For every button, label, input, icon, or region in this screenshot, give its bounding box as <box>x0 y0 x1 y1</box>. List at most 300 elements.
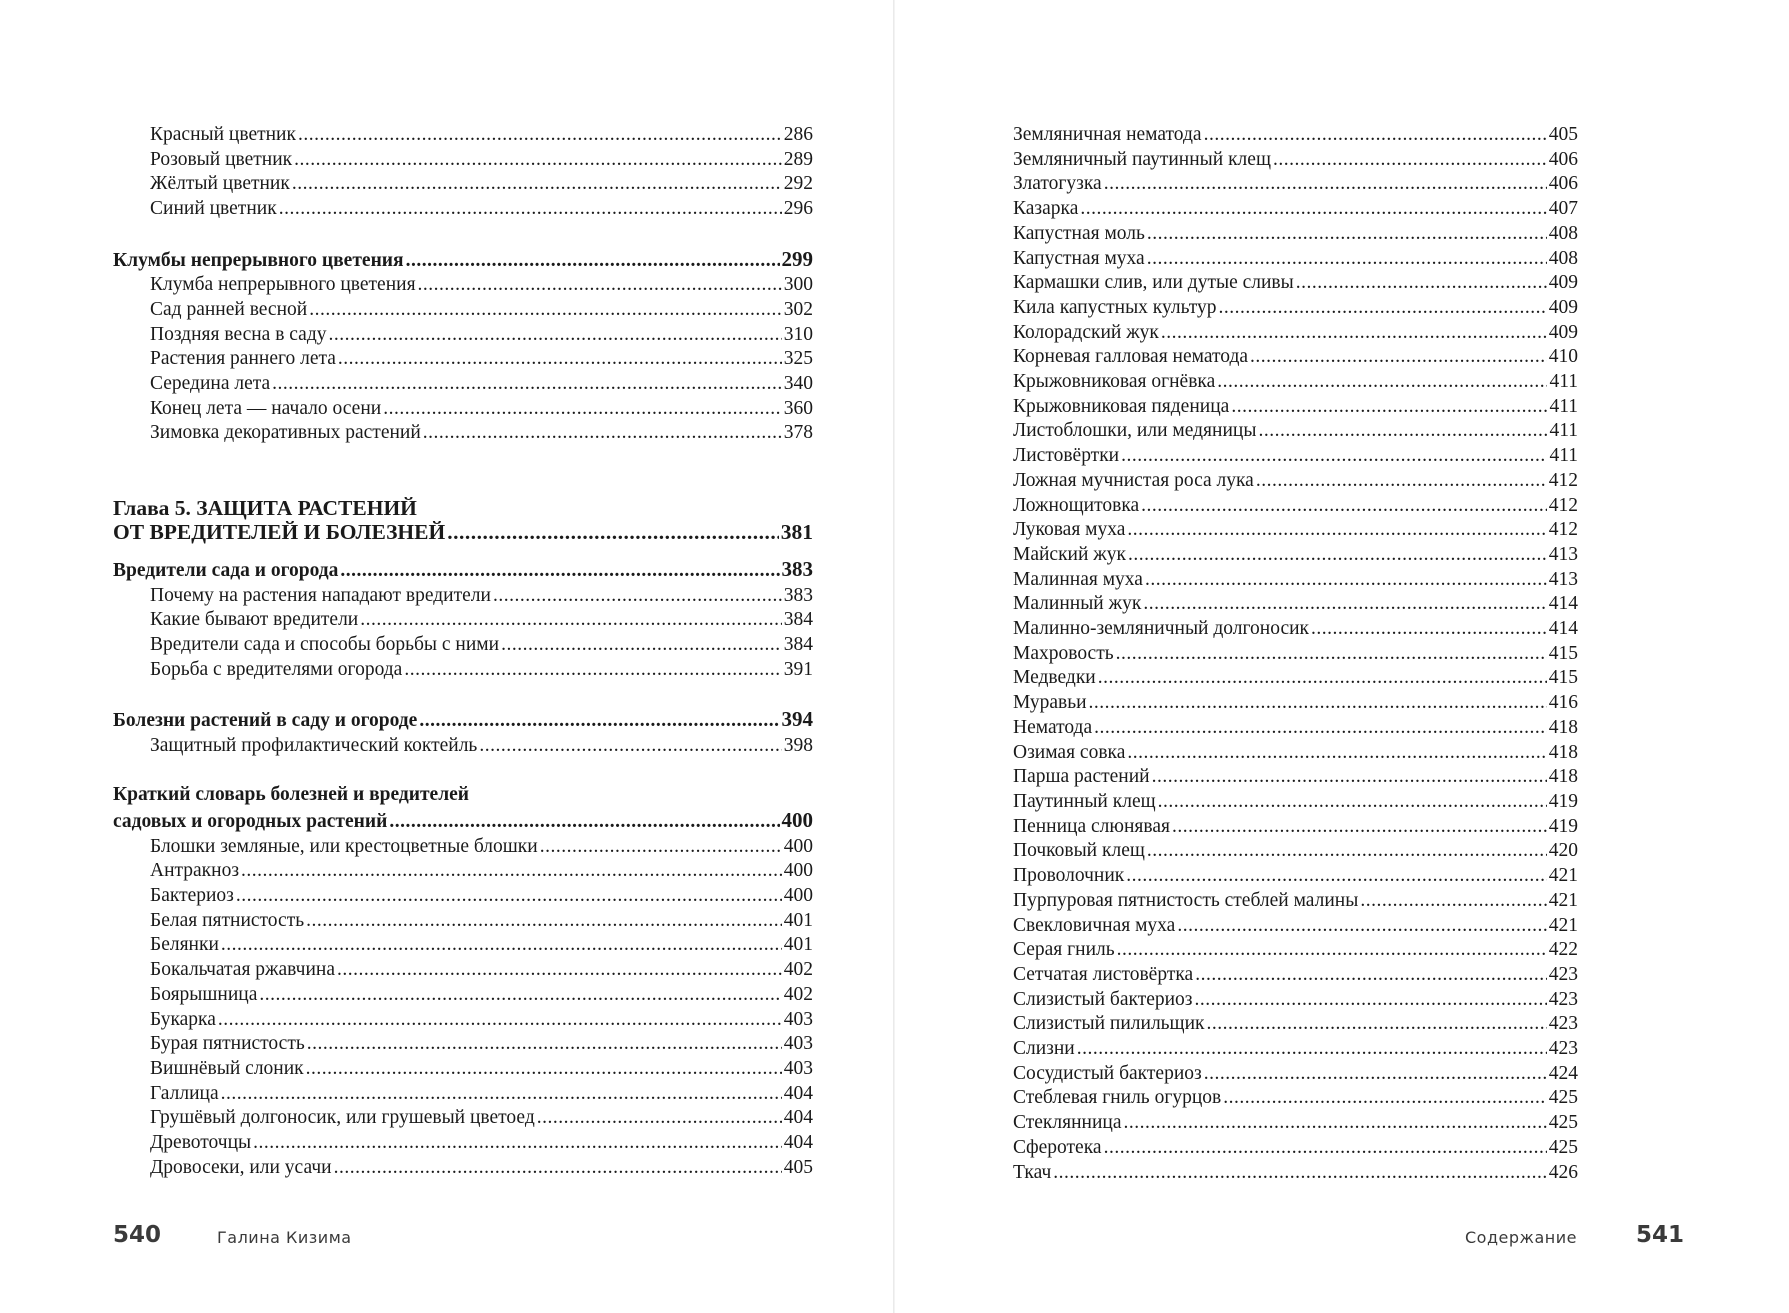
entry-page: 401 <box>783 909 813 931</box>
toc-entry <box>113 298 813 323</box>
toc-entry <box>1013 592 1578 617</box>
entry-title: Бокальчатая ржавчина <box>150 959 335 981</box>
leader-dots <box>307 1032 782 1057</box>
toc-entry <box>113 123 813 148</box>
toc-entry <box>113 1057 813 1082</box>
leader-dots <box>292 172 782 197</box>
entry-title: Малинно-земляничный долгоносик <box>1013 618 1310 640</box>
entry-title: Почему на растения нападают вредители <box>150 584 491 606</box>
entry-title: Ткач <box>1013 1161 1052 1183</box>
leader-dots <box>1204 123 1547 148</box>
entry-page: 360 <box>783 397 813 419</box>
toc-entry <box>1013 914 1578 939</box>
toc-entry <box>1013 1062 1578 1087</box>
toc-entry <box>1013 1136 1578 1161</box>
leader-dots <box>1161 321 1547 346</box>
entry-title: Красный цветник <box>150 124 296 145</box>
leader-dots <box>1104 1136 1547 1161</box>
toc-entry <box>1013 988 1578 1013</box>
entry-title: Паутинный клещ <box>1013 790 1156 812</box>
entry-title: Медведки <box>1013 667 1096 689</box>
entry-page: 398 <box>783 734 813 756</box>
leader-dots <box>1053 1161 1546 1186</box>
entry-page: 415 <box>1548 642 1578 664</box>
toc-entry <box>113 835 813 860</box>
toc-entry <box>1013 345 1578 370</box>
entry-title: Корневая галловая нематода <box>1013 346 1249 368</box>
section-title: Вредители сада и огорода <box>113 559 339 581</box>
toc-entry <box>1013 765 1578 790</box>
page-number-left: 540 <box>113 1222 162 1248</box>
toc-entry <box>1013 938 1578 963</box>
toc-section-pests <box>113 557 813 584</box>
entry-title: Синий цветник <box>150 198 277 220</box>
entry-page: 412 <box>1548 469 1578 491</box>
entry-title: Блошки земляные, или крестоцветные блошки <box>150 835 538 857</box>
entry-page: 419 <box>1548 790 1578 812</box>
entry-page: 410 <box>1548 346 1578 368</box>
leader-dots <box>419 709 779 734</box>
leader-dots <box>1195 963 1547 988</box>
toc-section-beds <box>113 247 813 274</box>
entry-page: 400 <box>783 860 813 882</box>
leader-dots <box>236 884 782 909</box>
group1-list <box>113 123 813 222</box>
entry-page: 289 <box>783 148 813 170</box>
toc-entry <box>113 584 813 609</box>
toc-entry <box>1013 271 1578 296</box>
entry-title: Парша растений <box>1013 766 1150 788</box>
leader-dots <box>1217 370 1547 395</box>
entry-title: Пенница слюнявая <box>1013 815 1170 837</box>
entry-title: Сетчатая листовёртка <box>1013 963 1194 985</box>
group4-list <box>113 734 813 759</box>
leader-dots <box>1128 543 1547 568</box>
leader-dots <box>337 958 782 983</box>
toc-entry <box>1013 469 1578 494</box>
leader-dots <box>479 734 781 759</box>
entry-title: Почковый клещ <box>1013 840 1145 862</box>
leader-dots <box>418 273 782 298</box>
leader-dots <box>1147 247 1547 272</box>
entry-page: 310 <box>783 323 813 345</box>
running-head-contents: Содержание <box>1465 1228 1577 1247</box>
toc-entry <box>1013 716 1578 741</box>
entry-title: Слизистый пилильщик <box>1013 1013 1205 1035</box>
right-page <box>895 0 1789 1313</box>
toc-section-diseases <box>113 707 813 734</box>
toc-entry <box>1013 1086 1578 1111</box>
page-number-right: 541 <box>1636 1222 1685 1248</box>
entry-title: Листоблошки, или медяницы <box>1013 420 1257 442</box>
entry-title: Конец лета — начало осени <box>150 397 382 419</box>
entry-title: Розовый цветник <box>150 148 293 170</box>
entry-title: Белянки <box>150 934 219 956</box>
toc-entry <box>1013 296 1578 321</box>
toc-entry <box>113 1106 813 1131</box>
entry-title: Стеблевая гниль огурцов <box>1013 1087 1222 1109</box>
section-title: Клумбы непрерывного цветения <box>113 249 404 271</box>
entry-page: 384 <box>783 634 813 656</box>
toc-entry <box>113 859 813 884</box>
leader-dots <box>406 249 780 274</box>
entry-page: 420 <box>1548 840 1578 862</box>
entry-title: Какие бывают вредители <box>150 609 359 631</box>
leader-dots <box>309 298 782 323</box>
toc-entry <box>1013 148 1578 173</box>
section-page: 299 <box>781 246 813 271</box>
leader-dots <box>1311 617 1547 642</box>
entry-page: 421 <box>1548 889 1578 911</box>
entry-title: Вишнёвый слоник <box>150 1057 304 1079</box>
leader-dots <box>1204 1062 1547 1087</box>
group5-list <box>113 835 813 1181</box>
entry-page: 411 <box>1549 445 1578 467</box>
leader-dots <box>218 1008 782 1033</box>
chapter-page: 381 <box>780 520 813 545</box>
entry-page: 416 <box>1548 692 1578 714</box>
entry-page: 411 <box>1549 395 1578 417</box>
toc-entry <box>1013 790 1578 815</box>
entry-page: 423 <box>1548 1013 1578 1035</box>
leader-dots <box>306 909 782 934</box>
toc-entry <box>1013 642 1578 667</box>
entry-title: Клумба непрерывного цветения <box>150 274 416 296</box>
entry-page: 404 <box>783 1082 813 1104</box>
leader-dots <box>383 397 782 422</box>
entry-page: 292 <box>783 173 813 195</box>
section-page: 400 <box>781 807 813 832</box>
toc-entry <box>113 608 813 633</box>
entry-title: Колорадский жук <box>1013 321 1159 343</box>
toc-entry <box>113 658 813 683</box>
toc-entry <box>113 273 813 298</box>
left-toc <box>113 123 813 1180</box>
entry-page: 300 <box>783 274 813 296</box>
section-title: Болезни растений в саду и огороде <box>113 710 418 732</box>
leader-dots <box>404 658 781 683</box>
entry-title: Проволочник <box>1013 865 1125 887</box>
entry-title: Листовёртки <box>1013 445 1120 467</box>
toc-entry <box>113 1131 813 1156</box>
toc-entry <box>113 983 813 1008</box>
toc-entry <box>113 933 813 958</box>
right-toc <box>1013 123 1578 1185</box>
section-page: 394 <box>781 707 813 732</box>
entry-title: Сферотека <box>1013 1136 1102 1158</box>
chapter-title-line1: Глава 5. ЗАЩИТА РАСТЕНИЙ <box>113 495 417 520</box>
leader-dots <box>447 520 779 545</box>
leader-dots <box>1127 741 1546 766</box>
leader-dots <box>1080 197 1546 222</box>
toc-entry <box>113 197 813 222</box>
leader-dots <box>334 1156 782 1181</box>
toc-entry <box>113 958 813 983</box>
toc-entry <box>1013 321 1578 346</box>
dictionary-title-line2: садовых и огородных растений <box>113 810 388 832</box>
entry-title: Грушёвый долгоносик, или грушевый цветоед <box>150 1107 535 1129</box>
toc-entry <box>113 323 813 348</box>
leader-dots <box>1250 345 1547 370</box>
entry-page: 412 <box>1548 519 1578 541</box>
entry-page: 423 <box>1548 988 1578 1010</box>
leader-dots <box>423 421 782 446</box>
entry-title: Растения раннего лета <box>150 348 336 370</box>
entry-title: Ложная мучнистая роса лука <box>1013 469 1254 491</box>
entry-page: 400 <box>783 885 813 907</box>
entry-title: Середина лета <box>150 373 271 395</box>
toc-entry <box>1013 370 1578 395</box>
toc-entry <box>113 347 813 372</box>
leader-dots <box>1116 642 1547 667</box>
leader-dots <box>1195 988 1547 1013</box>
leader-dots <box>1296 271 1547 296</box>
entry-page: 418 <box>1548 716 1578 738</box>
entry-page: 414 <box>1548 593 1578 615</box>
leader-dots <box>389 810 779 835</box>
leader-dots <box>1089 691 1547 716</box>
leader-dots <box>241 859 782 884</box>
entry-title: Сосудистый бактериоз <box>1013 1062 1202 1084</box>
entry-page: 423 <box>1548 963 1578 985</box>
leader-dots <box>1121 444 1547 469</box>
toc-entry <box>1013 494 1578 519</box>
entry-title: Капустная моль <box>1013 222 1145 244</box>
leader-dots <box>1258 419 1547 444</box>
entry-title: Майский жук <box>1013 543 1127 565</box>
leader-dots <box>1223 1086 1547 1111</box>
leader-dots <box>1219 296 1547 321</box>
toc-entry <box>113 734 813 759</box>
leader-dots <box>298 123 782 148</box>
entry-title: Муравьи <box>1013 692 1087 714</box>
entry-page: 425 <box>1548 1087 1578 1109</box>
entry-title: Зимовка декоративных растений <box>150 422 421 444</box>
toc-entry <box>113 884 813 909</box>
leader-dots <box>1077 1037 1547 1062</box>
entry-title: Малинная муха <box>1013 568 1143 590</box>
leader-dots <box>1360 889 1546 914</box>
leader-dots <box>253 1131 782 1156</box>
leader-dots <box>1152 765 1547 790</box>
leader-dots <box>1145 568 1547 593</box>
leader-dots <box>329 323 782 348</box>
toc-entry <box>1013 395 1578 420</box>
entry-title: Свекловичная муха <box>1013 914 1176 936</box>
toc-entry <box>113 397 813 422</box>
toc-section-dictionary <box>113 808 813 835</box>
leader-dots <box>540 835 782 860</box>
entry-page: 408 <box>1548 247 1578 269</box>
toc-entry <box>113 421 813 446</box>
entry-page: 405 <box>1548 124 1578 145</box>
toc-entry <box>1013 172 1578 197</box>
entry-title: Луковая муха <box>1013 519 1126 541</box>
entry-title: Кила капустных культур <box>1013 296 1217 318</box>
toc-entry <box>1013 815 1578 840</box>
toc-entry <box>113 1008 813 1033</box>
entry-page: 423 <box>1548 1038 1578 1060</box>
entry-title: Антракноз <box>150 860 240 882</box>
dictionary-title-line1: Краткий словарь болезней и вредителей <box>113 784 470 806</box>
leader-dots <box>1207 1012 1547 1037</box>
leader-dots <box>493 584 782 609</box>
entry-page: 378 <box>783 422 813 444</box>
toc-entry <box>1013 864 1578 889</box>
entry-page: 403 <box>783 1008 813 1030</box>
entry-page: 426 <box>1548 1161 1578 1183</box>
entry-title: Нематода <box>1013 716 1093 738</box>
entry-page: 409 <box>1548 296 1578 318</box>
leader-dots <box>360 608 782 633</box>
entry-title: Слизни <box>1013 1038 1075 1060</box>
entry-page: 286 <box>783 124 813 145</box>
entry-page: 411 <box>1549 420 1578 442</box>
entry-page: 418 <box>1548 741 1578 763</box>
toc-entry <box>1013 741 1578 766</box>
toc-entry <box>113 372 813 397</box>
entry-page: 413 <box>1548 568 1578 590</box>
leader-dots <box>306 1057 782 1082</box>
toc-entry <box>1013 419 1578 444</box>
entry-title: Борьба с вредителями огорода <box>150 658 403 680</box>
entry-title: Златогузка <box>1013 173 1102 195</box>
entry-title: Казарка <box>1013 198 1079 220</box>
toc-entry <box>1013 1161 1578 1186</box>
entry-page: 296 <box>783 198 813 220</box>
entry-title: Боярышница <box>150 983 258 1005</box>
entry-page: 409 <box>1548 272 1578 294</box>
group2-list <box>113 273 813 446</box>
entry-page: 404 <box>783 1132 813 1154</box>
entry-page: 412 <box>1548 494 1578 516</box>
toc-entry <box>1013 1111 1578 1136</box>
entry-page: 402 <box>783 983 813 1005</box>
leader-dots <box>1256 469 1547 494</box>
entry-page: 422 <box>1548 939 1578 961</box>
entry-page: 391 <box>783 658 813 680</box>
entry-title: Вредители сада и способы борьбы с ними <box>150 634 500 656</box>
entry-title: Крыжовниковая огнёвка <box>1013 371 1216 393</box>
entry-page: 384 <box>783 609 813 631</box>
toc-entry <box>1013 123 1578 148</box>
entry-page: 407 <box>1548 198 1578 220</box>
leader-dots <box>1231 395 1547 420</box>
right-list <box>1013 123 1578 1185</box>
entry-title: Земляничный паутинный клещ <box>1013 148 1271 170</box>
toc-entry <box>1013 1037 1578 1062</box>
leader-dots <box>340 559 779 584</box>
entry-page: 403 <box>783 1057 813 1079</box>
entry-page: 406 <box>1548 148 1578 170</box>
entry-title: Серая гниль <box>1013 939 1115 961</box>
toc-entry <box>1013 568 1578 593</box>
leader-dots <box>1172 815 1547 840</box>
toc-entry <box>113 1082 813 1107</box>
entry-title: Букарка <box>150 1008 216 1030</box>
leader-dots <box>1273 148 1547 173</box>
entry-title: Галлица <box>150 1082 219 1104</box>
entry-page: 415 <box>1548 667 1578 689</box>
entry-title: Кармашки слив, или дутые сливы <box>1013 272 1294 294</box>
entry-title: Стеклянница <box>1013 1112 1122 1134</box>
toc-chapter-5 <box>113 520 813 545</box>
toc-entry <box>1013 691 1578 716</box>
toc-entry <box>1013 839 1578 864</box>
toc-entry <box>1013 963 1578 988</box>
toc-entry <box>113 172 813 197</box>
entry-title: Крыжовниковая пяденица <box>1013 395 1230 417</box>
leader-dots <box>1147 839 1547 864</box>
leader-dots <box>1124 1111 1547 1136</box>
entry-page: 406 <box>1548 173 1578 195</box>
entry-page: 411 <box>1549 371 1578 393</box>
entry-page: 413 <box>1548 543 1578 565</box>
toc-entry <box>113 1156 813 1181</box>
toc-entry <box>1013 889 1578 914</box>
toc-entry <box>1013 222 1578 247</box>
entry-title: Махровость <box>1013 642 1114 664</box>
entry-page: 408 <box>1548 222 1578 244</box>
entry-page: 325 <box>783 348 813 370</box>
leader-dots <box>338 347 782 372</box>
leader-dots <box>294 148 782 173</box>
leader-dots <box>272 372 782 397</box>
toc-entry <box>1013 666 1578 691</box>
entry-page: 419 <box>1548 815 1578 837</box>
toc-entry <box>113 1032 813 1057</box>
entry-page: 414 <box>1548 618 1578 640</box>
entry-page: 424 <box>1548 1062 1578 1084</box>
entry-title: Бурая пятнистость <box>150 1033 305 1055</box>
leader-dots <box>1177 914 1546 939</box>
entry-page: 383 <box>783 584 813 606</box>
leader-dots <box>1143 592 1546 617</box>
chapter-title-line2: ОТ ВРЕДИТЕЛЕЙ И БОЛЕЗНЕЙ <box>113 520 446 545</box>
entry-page: 404 <box>783 1107 813 1129</box>
leader-dots <box>279 197 782 222</box>
toc-entry <box>1013 1012 1578 1037</box>
entry-title: Защитный профилактический коктейль <box>150 734 478 756</box>
toc-entry <box>1013 444 1578 469</box>
toc-entry <box>1013 197 1578 222</box>
leader-dots <box>1098 666 1547 691</box>
entry-title: Малинный жук <box>1013 593 1142 615</box>
leader-dots <box>1117 938 1547 963</box>
entry-title: Бактериоз <box>150 885 234 907</box>
entry-title: Слизистый бактериоз <box>1013 988 1193 1010</box>
leader-dots <box>1126 864 1546 889</box>
leader-dots <box>501 633 782 658</box>
entry-page: 421 <box>1548 914 1578 936</box>
entry-title: Сад ранней весной <box>150 298 308 320</box>
running-head-author: Галина Кизима <box>217 1228 352 1247</box>
leader-dots <box>259 983 781 1008</box>
entry-page: 340 <box>783 373 813 395</box>
entry-page: 418 <box>1548 766 1578 788</box>
toc-entry <box>1013 617 1578 642</box>
toc-entry <box>1013 543 1578 568</box>
toc-entry <box>1013 518 1578 543</box>
leader-dots <box>1104 172 1547 197</box>
leader-dots <box>1127 518 1546 543</box>
entry-page: 400 <box>783 835 813 857</box>
toc-entry <box>1013 247 1578 272</box>
entry-page: 409 <box>1548 321 1578 343</box>
entry-title: Ложнощитовка <box>1013 494 1140 516</box>
entry-page: 302 <box>783 298 813 320</box>
entry-title: Пурпуровая пятнистость стеблей малины <box>1013 889 1359 911</box>
